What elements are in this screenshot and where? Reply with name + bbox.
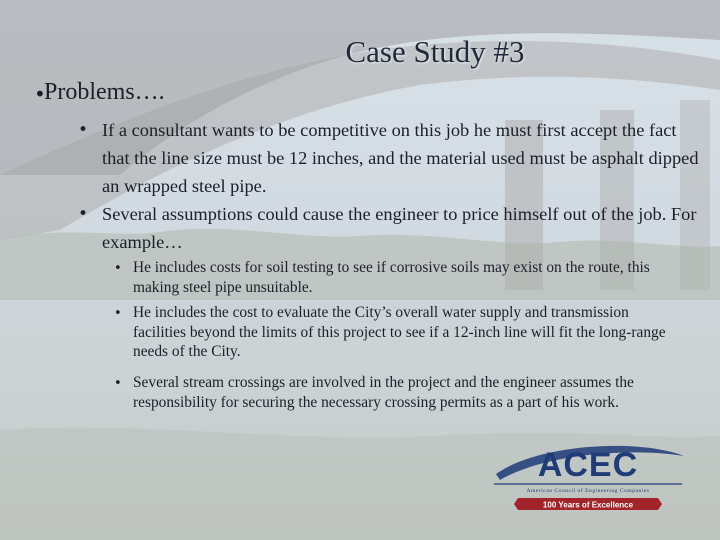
bullet-icon: • [78,120,89,140]
heading-problems: Problems…. [44,79,165,105]
bullet-icon: • [78,204,89,224]
acec-logo [488,440,688,520]
slide-title [0,34,720,70]
level2-item-2: Several assumptions could cause the engineer to price himself out of the job. For example… [102,204,697,252]
bullet-icon: • [34,82,46,106]
level3-item-3: Several stream crossings are involved in the project and the engineer assumes the responsibility for securing the necessary crossing permits as a part of his work. [133,374,634,411]
level2-item-1: If a consultant wants to be competitive on this job he must first accept the fact that the line size must be 12 inches, and the material used must be asphalt dipped an wrapped steel pipe. [102,120,699,196]
bullet-icon: • [114,376,122,391]
slide-title-text: Case Study #3 [345,34,525,69]
logo-wordmark: ACEC [537,446,639,484]
logo-tagline: American Council of Engineering Companies [526,488,650,494]
bullet-icon: • [114,261,122,276]
logo-ribbon-text: 100 Years of Excellence [542,500,634,510]
bullet-icon: • [114,306,122,321]
level3-item-1: He includes costs for soil testing to see if corrosive soils may exist on the route, this making steel pipe unsuitable. [133,259,650,296]
level3-item-2: He includes the cost to evaluate the City’s overall water supply and transmission facilities beyond the limits of this project to see if a 12-inch line will fit the long-range needs of the City. [133,304,666,360]
